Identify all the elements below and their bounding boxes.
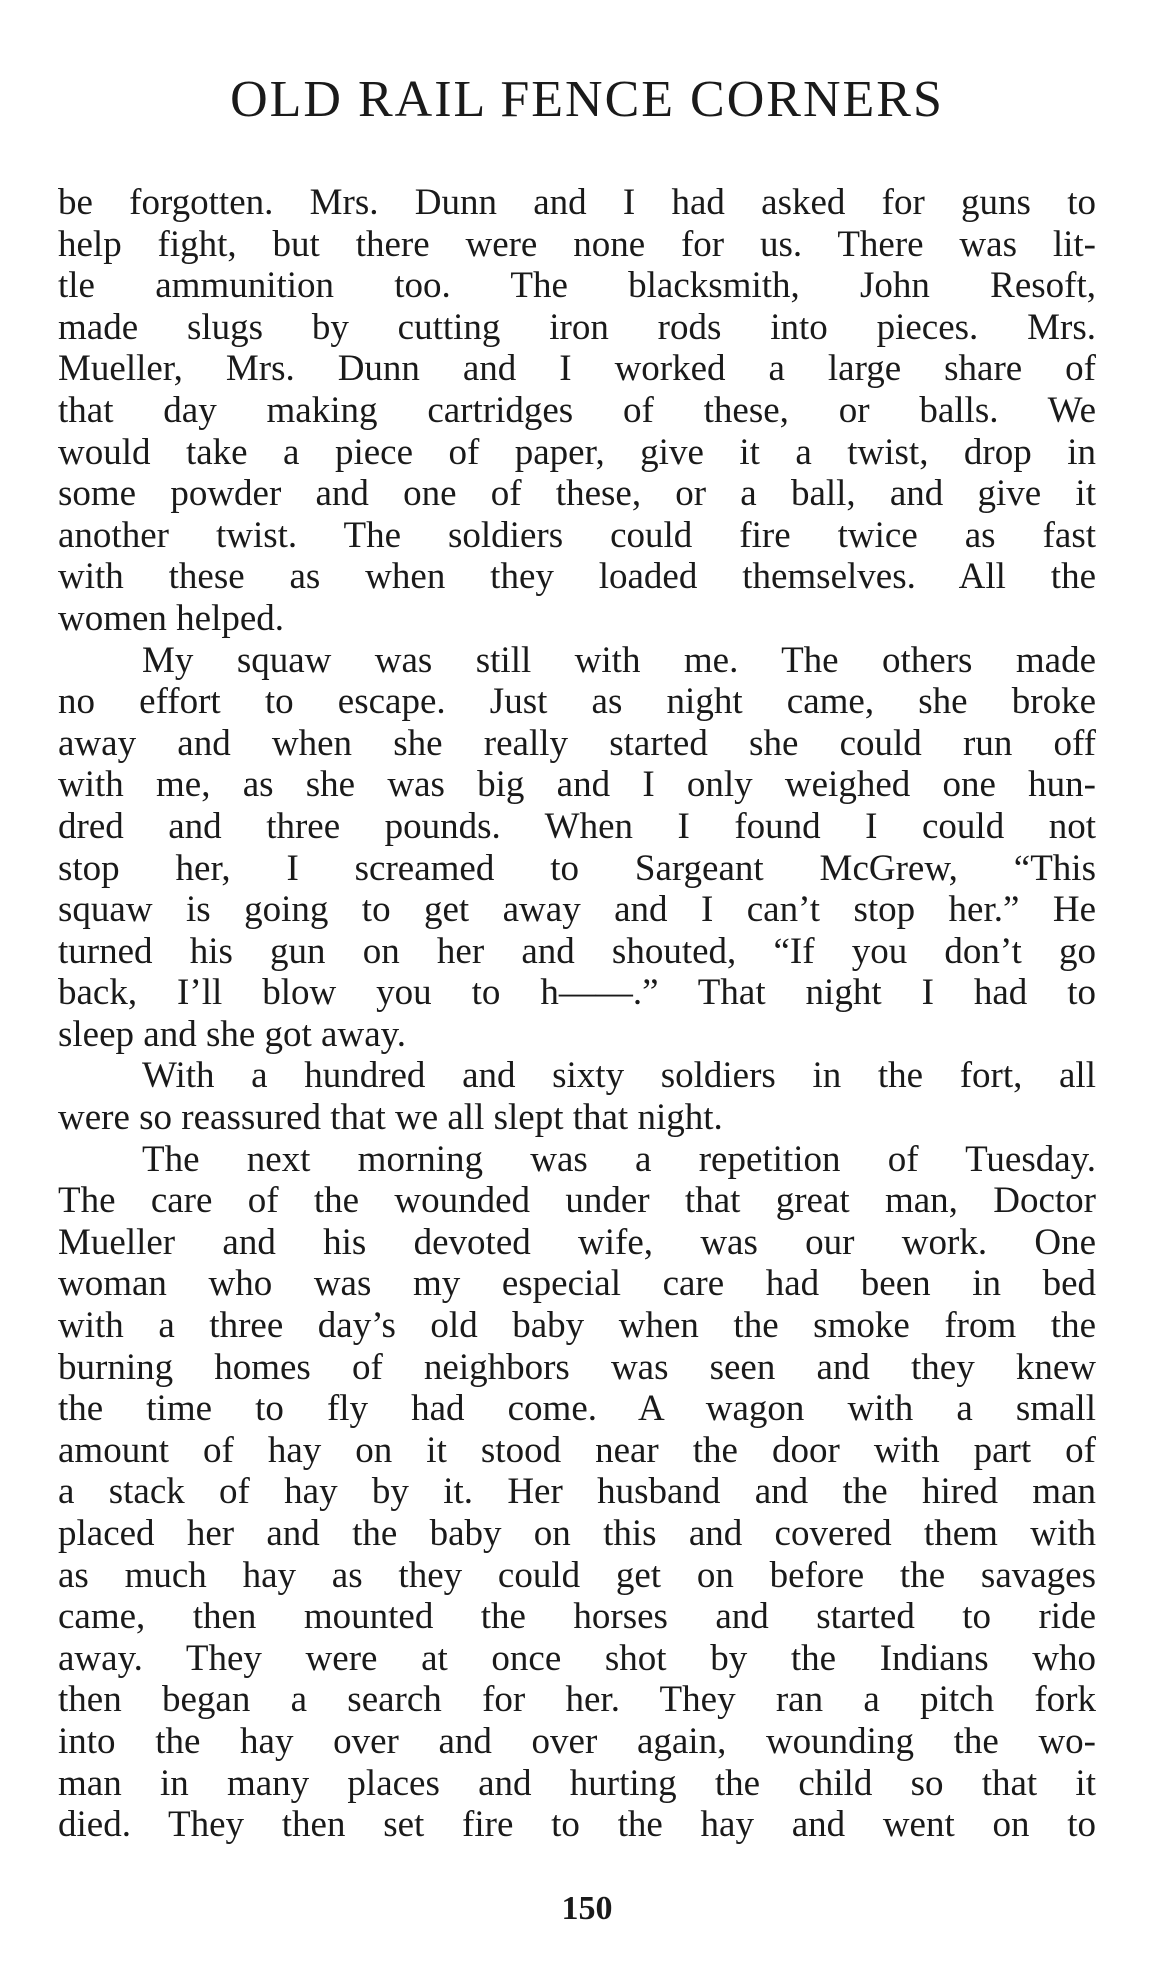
text-line: with a three day’s old baby when the smoke from the	[58, 1305, 1096, 1347]
text-line: dred and three pounds. When I found I could not	[58, 805, 1096, 847]
text-line: away. They were at once shot by the Indians who	[58, 1637, 1096, 1679]
text-line: were so reassured that we all slept that night.	[58, 1097, 723, 1139]
text-line: no effort to escape. Just as night came, she broke	[58, 681, 1096, 723]
text-line: squaw is going to get away and I can’t stop her.” He	[58, 889, 1096, 931]
text-line: The next morning was a repetition of Tuesday.	[142, 1138, 1096, 1180]
text-line: came, then mounted the horses and started to ride	[58, 1596, 1096, 1638]
body-text	[58, 182, 1096, 1846]
text-line: amount of hay on it stood near the door with part of	[58, 1429, 1096, 1471]
text-line: turned his gun on her and shouted, “If you don’t go	[58, 930, 1096, 972]
running-head: OLD RAIL FENCE CORNERS	[230, 71, 944, 128]
text-line: burning homes of neighbors was seen and they knew	[58, 1346, 1096, 1388]
text-line: man in many places and hurting the child so that it	[58, 1762, 1096, 1804]
text-line: My squaw was still with me. The others made	[142, 639, 1096, 681]
text-line: Mueller and his devoted wife, was our work. One	[58, 1221, 1096, 1263]
text-line: as much hay as they could get on before the savages	[58, 1554, 1096, 1596]
text-line: the time to fly had come. A wagon with a small	[58, 1388, 1096, 1430]
text-line: with me, as she was big and I only weighed one hun-	[58, 764, 1096, 806]
text-line: then began a search for her. They ran a pitch fork	[58, 1679, 1096, 1721]
text-line: that day making cartridges of these, or balls. We	[58, 389, 1096, 431]
text-line: into the hay over and over again, wounding the wo-	[58, 1720, 1096, 1762]
text-line: woman who was my especial care had been in bed	[58, 1263, 1096, 1305]
text-line: some powder and one of these, or a ball, and give it	[58, 473, 1096, 515]
text-line: back, I’ll blow you to h——.” That night I had to	[58, 972, 1096, 1014]
text-line: a stack of hay by it. Her husband and the hired man	[58, 1471, 1096, 1513]
text-line: Mueller, Mrs. Dunn and I worked a large share of	[58, 348, 1096, 390]
text-line: died. They then set fire to the hay and went on to	[58, 1804, 1096, 1846]
text-line: help fight, but there were none for us. There was lit-	[58, 223, 1096, 265]
text-line: women helped.	[58, 597, 285, 639]
text-line: away and when she really started she could run off	[58, 722, 1096, 764]
text-line: made slugs by cutting iron rods into pieces. Mrs.	[58, 306, 1096, 348]
text-line: another twist. The soldiers could fire twice as fast	[58, 514, 1096, 556]
text-line: would take a piece of paper, give it a twist, drop in	[58, 431, 1096, 473]
text-line: placed her and the baby on this and covered them with	[58, 1513, 1096, 1554]
text-line: tle ammunition too. The blacksmith, John Resoft,	[58, 265, 1096, 307]
text-line: with these as when they loaded themselves. All the	[58, 556, 1096, 598]
text-line: The care of the wounded under that great man, Doctor	[58, 1180, 1096, 1222]
text-line: sleep and she got away.	[58, 1013, 406, 1055]
page-number: 150	[561, 1890, 613, 1927]
text-line: stop her, I screamed to Sargeant McGrew, “This	[58, 847, 1096, 889]
text-line: With a hundred and sixty soldiers in the fort, all	[142, 1055, 1096, 1097]
text-line: be forgotten. Mrs. Dunn and I had asked for guns to	[58, 182, 1096, 223]
